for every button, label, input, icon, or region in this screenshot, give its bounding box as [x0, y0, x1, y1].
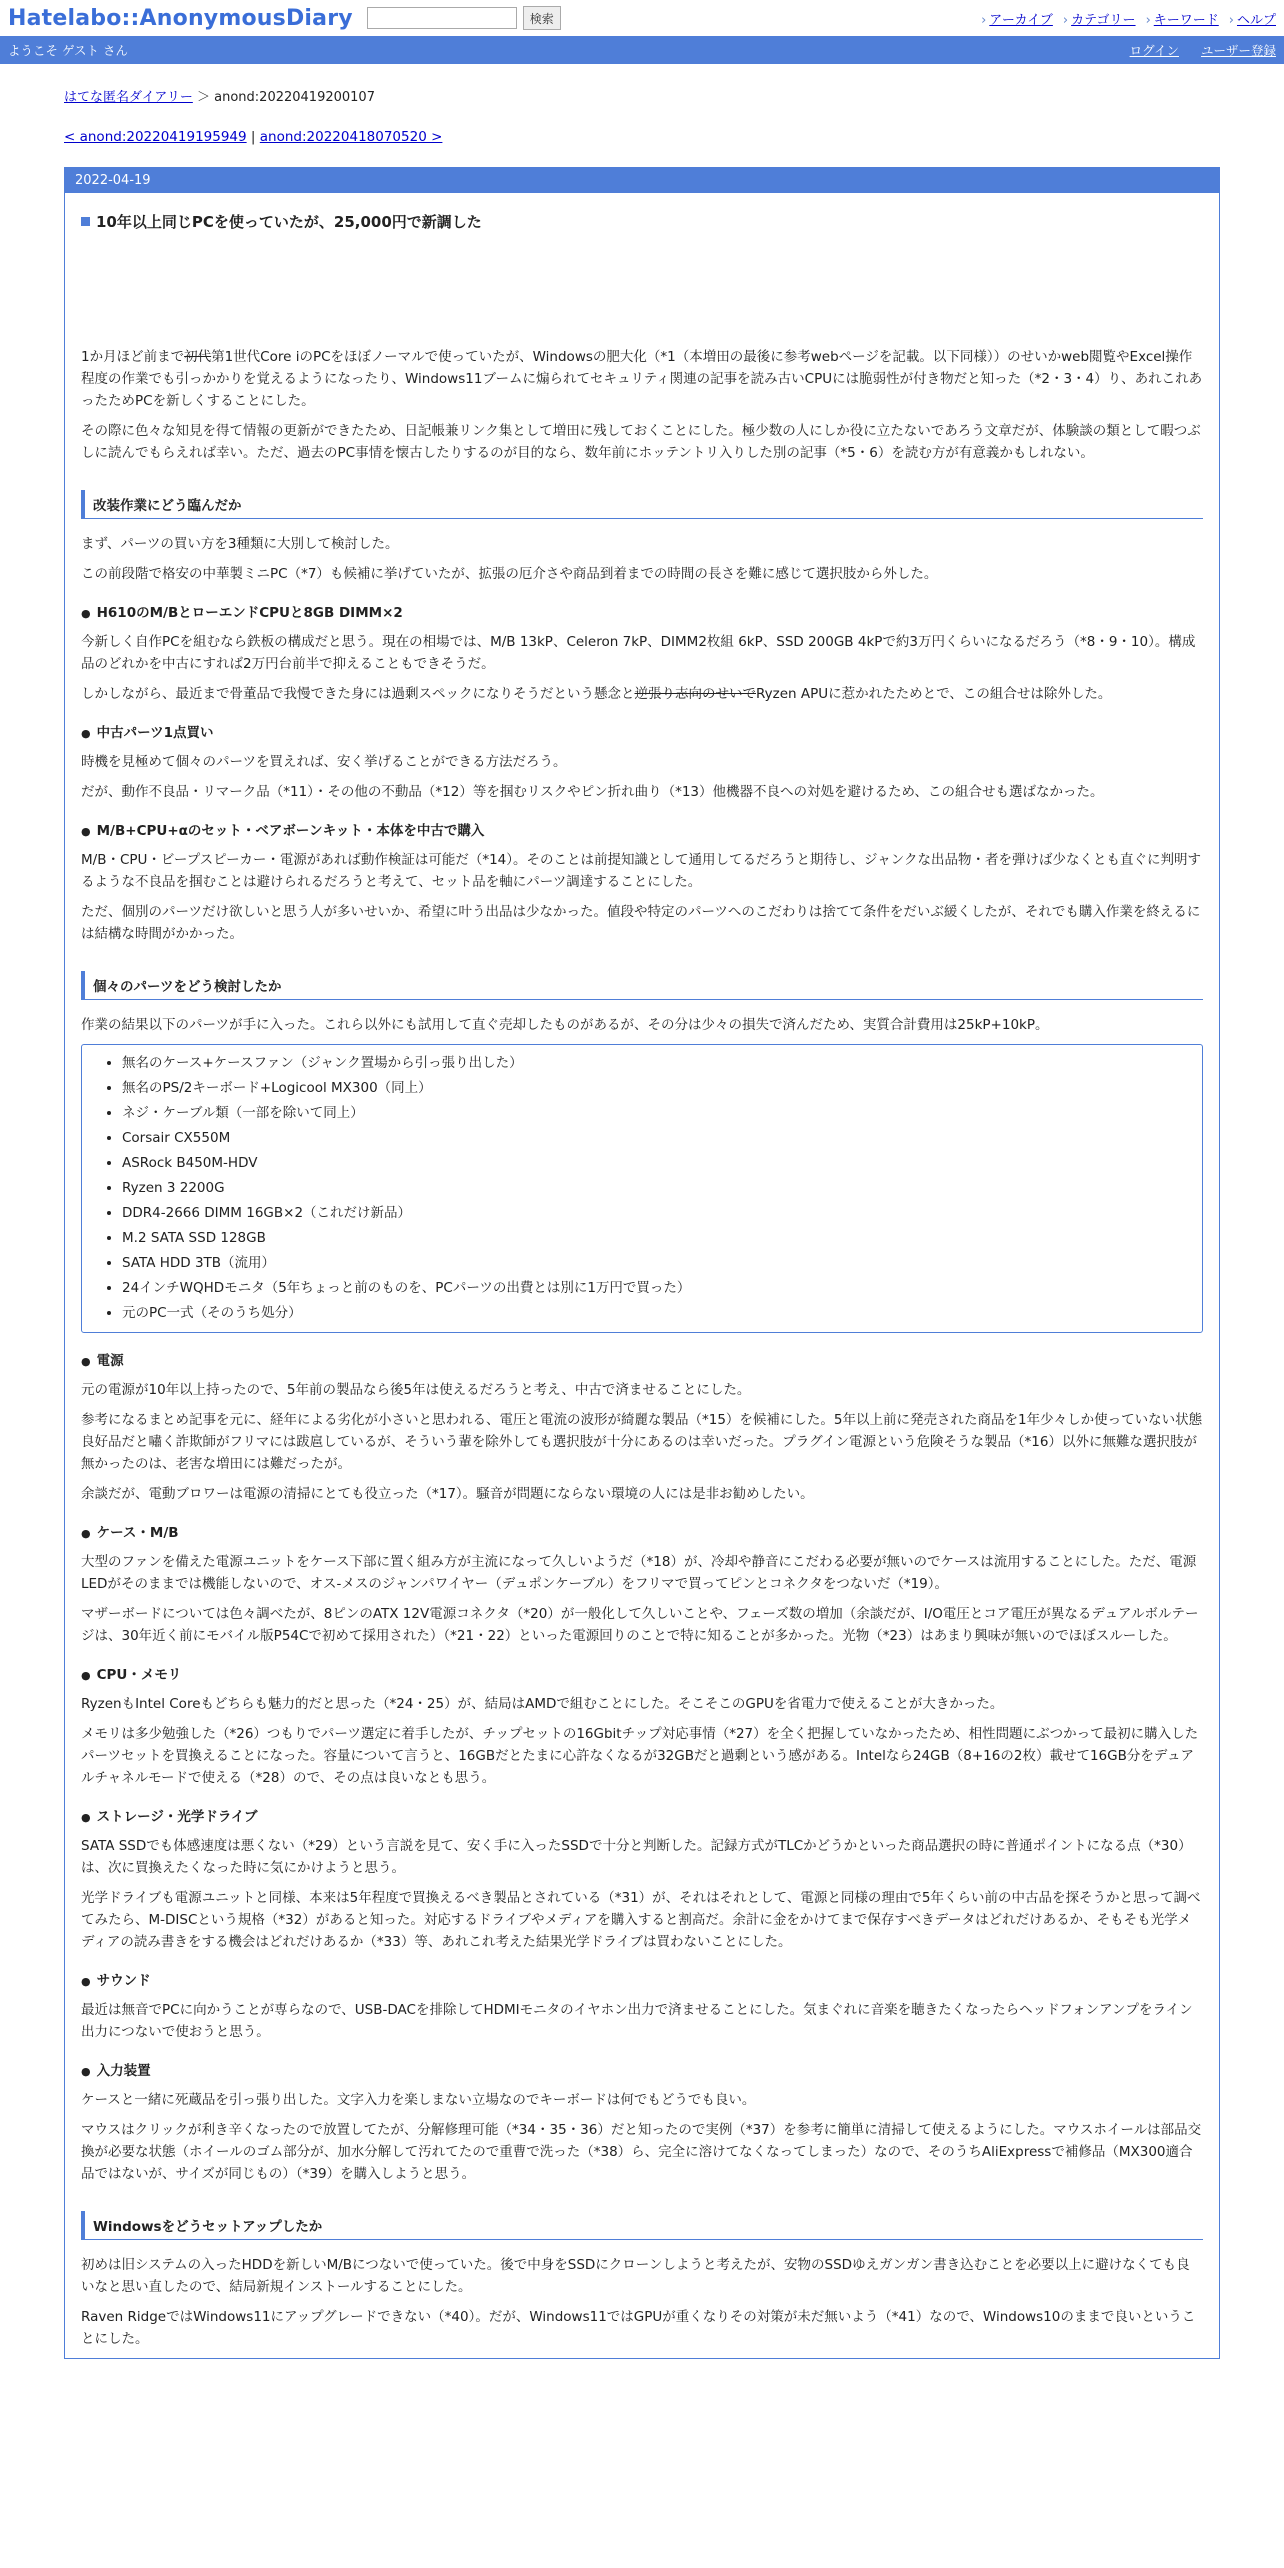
- subheading: ● ケース・M/B: [81, 1521, 1203, 1541]
- paragraph: Raven RidgeではWindows11にアップグレードできない（*40）。だが、Windows11ではGPUが重くなりその対策が未だ無いよう（*41）なので、Windows10のままで良いということにした。: [81, 2309, 1196, 2347]
- paragraph: 元の電源が10年以上持ったので、5年前の製品なら後5年は使えるだろうと考え、中古で済ませることにした。: [81, 1382, 751, 1398]
- nav-keyword-link[interactable]: › キーワード: [1146, 9, 1219, 28]
- list-item: • SATA HDD 3TB（流用）: [122, 1251, 1192, 1276]
- paragraph: 大型のファンを備えた電源ユニットをケース下部に置く組み方が主流になって久しいようだ（*18）が、冷却や静音にこだわる必要が無いのでケースは流用することにした。ただ、電源LEDがそのままでは機能しないので、オス-メスのジャンパワイヤー（デュポンケーブル）をフリマで買ってピンとコネクタをつないだ（*19）。: [81, 1554, 1197, 1592]
- pager-separator: |: [250, 129, 256, 145]
- day-date: 2022-04-19: [65, 168, 1219, 193]
- entry-title: [81, 211, 1203, 232]
- paragraph: 時機を見極めて個々のパーツを買えれば、安く挙げることができる方法だろう。: [81, 754, 567, 770]
- paragraph: まず、パーツの買い方を3種類に大別して検討した。: [81, 536, 399, 552]
- next-entry-link[interactable]: anond:20220418070520 >: [259, 129, 443, 145]
- subheading: ● H610のM/BとローエンドCPUと8GB DIMM×2: [81, 601, 1203, 621]
- search-input[interactable]: [367, 7, 517, 29]
- subheading: ● 電源: [81, 1349, 1203, 1369]
- entry-pager: [64, 129, 1220, 145]
- list-item: • M.2 SATA SSD 128GB: [122, 1226, 1192, 1251]
- subheading: ● M/B+CPU+αのセット・ベアボーンキット・本体を中古で購入: [81, 819, 1203, 839]
- list-item: • DDR4-2666 DIMM 16GB×2（これだけ新品）: [122, 1201, 1192, 1226]
- search-button[interactable]: 検索: [523, 6, 561, 30]
- paragraph: SATA SSDでも体感速度は悪くない（*29）という言説を見て、安く手に入ったSSDで十分と判断した。記録方式がTLCかどうかといった商品選択の時に普通ポイントになる点（*30）は、次に買換えたくなった時に気にかけようと思う。: [81, 1838, 1192, 1876]
- breadcrumb-current: anond:20220419200107: [214, 90, 375, 105]
- paragraph: 参考になるまとめ記事を元に、経年による劣化が小さいと思われる、電圧と電流の波形が綺麗な製品（*15）を候補にした。5年以上前に発売された商品を1年少々しか使っていない状態良好品だと嘯く詐欺師がフリマには跋扈しているが、そういう輩を除外しても選択肢が十分にあるのは幸いだった。プラグイン電源という危険そうな製品（*16）以外に無難な選択肢が無かったのは、老害な増田には難だったが。: [81, 1412, 1203, 1472]
- top-bar: [0, 0, 1284, 36]
- section-heading: 個々のパーツをどう検討したか: [81, 971, 1203, 1000]
- paragraph: マウスはクリックが利き辛くなったので放置してたが、分解修理可能（*34・35・36）だと知ったので実例（*37）を参考に簡単に清掃して使えるようにした。マウスホイールは部品交換が必要な状態（ホイールのゴム部分が、加水分解して汚れてたので重曹で洗った（*38）ら、完全に溶けてなくなってしまった）なので、そのうちAliExpressで補修品（MX300適合品ではないが、サイズが同じもの）（*39）を購入しようと思う。: [81, 2122, 1202, 2182]
- paragraph: 光学ドライブも電源ユニットと同様、本来は5年程度で買換えるべき製品とされている（*31）が、それはそれとして、電源と同様の理由で5年くらい前の中古品を探そうかと思って調べてみたら、M-DISCという規格（*32）があると知った。対応するドライブやメディアを購入すると割高だ。余計に金をかけてまで保存すべきデータはどれだけあるか、そもそも光学メディアの読み書きをする機会はどれだけあるか（*33）等、あれこれ考えた結果光学ドライブは買わないことにした。: [81, 1890, 1201, 1950]
- entry-body: [65, 193, 1219, 2350]
- subheading: ● サウンド: [81, 1969, 1203, 1989]
- breadcrumb: [64, 86, 1220, 105]
- strikethrough-text: 逆張り志向のせいで: [634, 686, 756, 702]
- list-item: • 無名のPS/2キーボード+Logicool MX300（同上）: [122, 1076, 1192, 1101]
- welcome-bar: [0, 36, 1284, 64]
- day-section: [64, 167, 1220, 2359]
- welcome-text: ようこそ ゲスト さん: [8, 43, 128, 58]
- paragraph: 今新しく自作PCを組むなら鉄板の構成だと思う。現在の相場では、M/B 13kP、Celeron 7kP、DIMM2枚組 6kP、SSD 200GB 4kPで約3万円くらいになるだろう（*8・9・10）。構成品のどれかを中古にすれば2万円台前半で抑えることもできそうだ。: [81, 634, 1196, 672]
- intro-paragraph-2: その際に色々な知見を得て情報の更新ができたため、日記帳兼リンク集として増田に残しておくことにした。極少数の人にしか役に立たないであろう文章だが、体験談の類として暇つぶしに読んでもらえれば幸い。ただ、過去のPC事情を懐古したりするのが目的なら、数年前にホッテントリ入りした別の記事（*5・6）を読む方が有意義かもしれない。: [81, 423, 1201, 461]
- paragraph: しかしながら、最近まで骨董品で我慢できた身には過剰スペックになりそうだという懸念と逆張り志向のせいでRyzen APUに惹かれたためとで、この組合せは除外した。: [81, 686, 1112, 702]
- paragraph: この前段階で格安の中華製ミニPC（*7）も候補に挙げていたが、拡張の厄介さや商品到着までの時間の長さを難に感じて選択肢から外した。: [81, 566, 938, 582]
- intro-paragraph-1: 1か月ほど前まで初代第1世代Core iのPCをほぼノーマルで使っていたが、Windowsの肥大化（*1（本増田の最後に参考webページを記載。以下同様））のせいかweb閲覧やExcel操作程度の作業でも引っかかりを覚えるようになったり、Windows11ブームに煽られてセキュリティ関連の記事を読み古いCPUには脆弱性が付き物だと知った（*2・3・4）り、あれこれあったためPCを新しくすることにした。: [81, 349, 1203, 409]
- spacer: [81, 232, 1203, 346]
- site-logo[interactable]: Hatelabo::AnonymousDiary: [8, 5, 353, 31]
- subheading: ● 入力装置: [81, 2059, 1203, 2079]
- login-link[interactable]: ログイン: [1129, 43, 1179, 58]
- register-link[interactable]: ユーザー登録: [1200, 43, 1276, 58]
- parts-list: [82, 1051, 1192, 1326]
- paragraph: 余談だが、電動ブロワーは電源の清掃にとても役立った（*17）。騒音が問題にならない環境の人には是非お勧めしたい。: [81, 1486, 814, 1502]
- paragraph: ただ、個別のパーツだけ欲しいと思う人が多いせいか、希望に叶う出品は少なかった。値段や特定のパーツへのこだわりは捨てて条件をだいぶ緩くしたが、それでも購入作業を終えるには結構な時間がかかった。: [81, 904, 1201, 942]
- paragraph: 最近は無音でPCに向かうことが専らなので、USB-DACを排除してHDMIモニタのイヤホン出力で済ませることにした。気まぐれに音楽を聴きたくなったらヘッドフォンアンプをライン出力につないで使おうと思う。: [81, 2002, 1193, 2040]
- paragraph: M/B・CPU・ビープスピーカー・電源があれば動作検証は可能だ（*14）。そのことは前提知識として通用してるだろうと期待し、ジャンクな出品物・者を弾けば少なくとも直ぐに判明するような不良品を掴むことは避けられるだろうと考えて、セット品を軸にパーツ調達することにした。: [81, 852, 1201, 890]
- list-item: • 元のPC一式（そのうち処分）: [122, 1301, 1192, 1326]
- parts-list-box: [81, 1044, 1203, 1333]
- paragraph: ケースと一緒に死蔵品を引っ張り出した。文字入力を楽しまない立場なのでキーボードは何でもどうでも良い。: [81, 2092, 756, 2108]
- list-item: • ネジ・ケーブル類（一部を除いて同上）: [122, 1101, 1192, 1126]
- nav-archive-link[interactable]: › アーカイブ: [981, 9, 1053, 28]
- top-nav: [981, 9, 1276, 28]
- list-item: • ASRock B450M-HDV: [122, 1151, 1192, 1176]
- list-item: • Ryzen 3 2200G: [122, 1176, 1192, 1201]
- subheading: ● ストレージ・光学ドライブ: [81, 1805, 1203, 1825]
- list-item: • 無名のケース+ケースファン（ジャンク置場から引っ張り出した）: [122, 1051, 1192, 1076]
- breadcrumb-separator: ＞: [196, 90, 210, 105]
- subheading: ● CPU・メモリ: [81, 1663, 1203, 1683]
- list-item: • Corsair CX550M: [122, 1126, 1192, 1151]
- paragraph: 作業の結果以下のパーツが手に入った。これら以外にも試用して直ぐ売却したものがあるが、その分は少々の損失で済んだため、実質合計費用は25kP+10kP。: [81, 1017, 1049, 1033]
- paragraph: メモリは多少勉強した（*26）つもりでパーツ選定に着手したが、チップセットの16Gbitチップ対応事情（*27）を全く把握していなかったため、相性問題にぶつかって最初に購入したパーツセットを買換えることになった。容量について言うと、16GBだとたまに心許なくなるが32GBだと過剰という感がある。Intelなら24GB（8+16の2枚）載せて16GB分をデュアルチャネルモードで使える（*28）ので、その点は良いなとも思う。: [81, 1726, 1199, 1786]
- list-item: • 24インチWQHDモニタ（5年ちょっと前のものを、PCパーツの出費とは別に1万円で買った）: [122, 1276, 1192, 1301]
- breadcrumb-home-link[interactable]: はてな匿名ダイアリー: [64, 90, 193, 105]
- main-content: [64, 86, 1220, 2359]
- nav-help-link[interactable]: › ヘルプ: [1229, 9, 1276, 28]
- strikethrough-text: 初代: [184, 349, 212, 365]
- nav-category-link[interactable]: › カテゴリー: [1063, 9, 1136, 28]
- section-heading: Windowsをどうセットアップしたか: [81, 2211, 1203, 2240]
- section-heading: 改装作業にどう臨んだか: [81, 490, 1203, 519]
- paragraph: マザーボードについては色々調べたが、8ピンのATX 12V電源コネクタ（*20）が一般化して久しいことや、フェーズ数の増加（余談だが、I/O電圧とコア電圧が異なるデュアルボルテージは、30年近く前にモバイル版P54Cで初めて採用された）（*21・22）といった電源回りのことで特に知ることが多かった。光物（*23）はあまり興味が無いのでほぼスルーした。: [81, 1606, 1199, 1644]
- paragraph: RyzenもIntel Coreもどちらも魅力的だと思った（*24・25）が、結局はAMDで組むことにした。そこそこのGPUを省電力で使えることが大きかった。: [81, 1696, 1004, 1712]
- entry-permalink-icon[interactable]: [81, 217, 90, 226]
- entry-title-text: 10年以上同じPCを使っていたが、25,000円で新調した: [96, 213, 482, 231]
- prev-entry-link[interactable]: < anond:20220419195949: [64, 129, 247, 145]
- paragraph: だが、動作不良品・リマーク品（*11）・その他の不動品（*12）等を掴むリスクやピン折れ曲り（*13）他機器不良への対処を避けるため、この組合せも選ばなかった。: [81, 784, 1104, 800]
- subheading: ● 中古パーツ1点買い: [81, 721, 1203, 741]
- paragraph: 初めは旧システムの入ったHDDを新しいM/Bにつないで使っていた。後で中身をSSDにクローンしようと考えたが、安物のSSDゆえガンガン書き込むことを必要以上に避けなくても良いなと思い直したので、結局新規インストールすることにした。: [81, 2257, 1190, 2295]
